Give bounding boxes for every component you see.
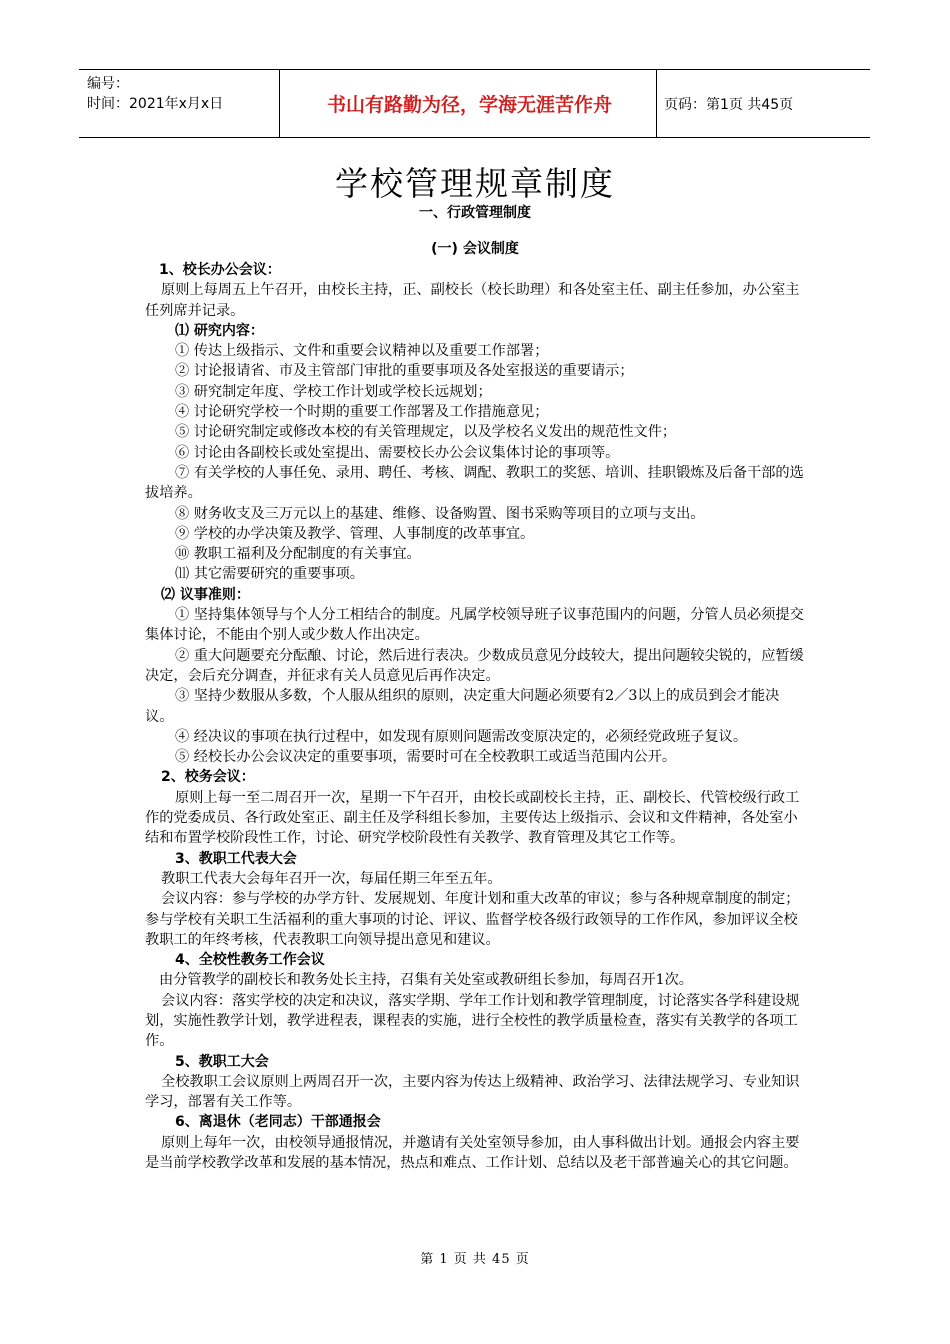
- body-paragraph: ⑤ 经校长办公会议决定的重要事项，需要时可在全校教职工或适当范围内公开。: [175, 749, 677, 766]
- page-footer: 第 1 页 共 45 页: [420, 1252, 530, 1267]
- document-title: 学校管理规章制度: [335, 164, 615, 203]
- body-heading: 3、教职工代表大会: [175, 850, 297, 867]
- body-paragraph: ① 传达上级指示、文件和重要会议精神以及重要工作部署；: [175, 343, 549, 360]
- document-header: [79, 69, 870, 138]
- header-divider: [656, 70, 657, 137]
- document-body: [145, 260, 805, 1173]
- body-paragraph: ② 重大问题要充分酝酿、讨论，然后进行表决。少数成员意见分歧较大，提出问题较尖锐的，应暂缓决定，会后充分调查，并征求有关人员意见后再作决定。: [145, 647, 804, 684]
- body-paragraph: ⑥ 讨论由各副校长或处室提出、需要校长办公会议集体讨论的事项等。: [175, 444, 620, 461]
- body-paragraph: 全校教职工会议原则上两周召开一次，主要内容为传达上级精神、政治学习、法律法规学习、专业知识学习，部署有关工作等。: [145, 1073, 800, 1111]
- body-paragraph: 原则上每一至二周召开一次，星期一下午召开，由校长或副校长主持，正、副校长、代管校级行政工作的党委成员、各行政处室正、副主任及学科组长参加，主要传达上级指示、会议和文件精神，各处室小结和布置学校阶段性工作，讨论、研究学校阶段性有关教学、教育管理及其它工作等。: [145, 789, 800, 847]
- body-paragraph: ⑤ 讨论研究制定或修改本校的有关管理规定，以及学校名义发出的规范性文件；: [175, 424, 677, 441]
- number-label: 编号：: [87, 76, 129, 92]
- body-heading: 6、离退休（老同志）干部通报会: [175, 1114, 381, 1131]
- body-heading: ⑵ 议事准则：: [161, 586, 250, 603]
- body-paragraph: 由分管教学的副校长和教务处长主持，召集有关处室或教研组长参加，每周召开1次。: [159, 972, 693, 989]
- body-heading: 4、全校性教务工作会议: [175, 952, 325, 969]
- body-paragraph: ③ 研究制定年度、学校工作计划或学校长远规划；: [175, 383, 492, 400]
- body-paragraph: ⑩ 教职工福利及分配制度的有关事宜。: [175, 546, 421, 563]
- document-subtitle: 一、行政管理制度: [419, 205, 531, 221]
- body-paragraph: ④ 讨论研究学校一个时期的重要工作部署及工作措施意见；: [175, 404, 549, 421]
- body-heading: ⑴ 研究内容：: [175, 322, 264, 339]
- header-meta: [87, 74, 223, 114]
- header-motto: 书山有路勤为径，学海无涯苦作舟: [326, 94, 612, 116]
- body-paragraph: 会议内容：落实学校的决定和决议，落实学期、学年工作计划和教学管理制度，讨论落实各学科建设规划，实施性教学计划，教学进程表，课程表的实施，进行全校性的教学质量检查，落实有关教学的各项工作。: [145, 992, 800, 1050]
- body-paragraph: ① 坚持集体领导与个人分工相结合的制度。凡属学校领导班子议事范围内的问题，分管人员必须提交集体讨论，不能由个别人或少数人作出决定。: [145, 607, 804, 644]
- body-paragraph: 原则上每年一次，由校领导通报情况，并邀请有关处室领导参加，由人事科做出计划。通报会内容主要是当前学校教学改革和发展的基本情况，热点和难点、工作计划、总结以及老干部普遍关心的其它问题。: [145, 1134, 800, 1172]
- body-paragraph: ④ 经决议的事项在执行过程中，如发现有原则问题需改变原决定的，必须经党政班子复议。: [175, 728, 748, 745]
- body-paragraph: ③ 坚持少数服从多数，个人服从组织的原则，决定重大问题必须要有2／3以上的成员到会才能决议。: [145, 688, 780, 725]
- body-heading: 2、校务会议：: [161, 769, 255, 786]
- header-divider: [279, 70, 280, 137]
- body-paragraph: 教职工代表大会每年召开一次，每届任期三年至五年。: [161, 870, 502, 887]
- section-heading: (一) 会议制度: [431, 241, 519, 257]
- body-paragraph: ⑦ 有关学校的人事任免、录用、聘任、考核、调配、教职工的奖惩、培训、挂职锻炼及后备干部的选拔培养。: [145, 464, 804, 502]
- body-paragraph: ② 讨论报请省、市及主管部门审批的重要事项及各处室报送的重要请示；: [175, 363, 634, 380]
- body-paragraph: ⑨ 学校的办学决策及教学、管理、人事制度的改革事宜。: [175, 525, 535, 542]
- body-heading: 5、教职工大会: [175, 1053, 269, 1070]
- body-heading: 1、校长办公会议：: [159, 262, 281, 278]
- body-paragraph: ⑧ 财务收支及三万元以上的基建、维修、设备购置、图书采购等项目的立项与支出。: [175, 505, 705, 522]
- body-paragraph: ⑾ 其它需要研究的重要事项。: [175, 566, 364, 583]
- header-page-info: 页码：第1页 共45页: [664, 96, 794, 113]
- body-paragraph: 原则上每周五上午召开，由校长主持，正、副校长（校长助理）和各处室主任、副主任参加，办公室主任列席并记录。: [145, 282, 800, 319]
- body-paragraph: 会议内容：参与学校的办学方针、发展规划、年度计划和重大改革的审议；参与各种规章制度的制定；参与学校有关职工生活福利的重大事项的讨论、评议、监督学校各级行政领导的工作作风，参加评议全校教职工的年终考核，代表教职工向领导提出意见和建议。: [145, 891, 800, 948]
- time-label: 时间：2021年x月x日: [87, 96, 224, 112]
